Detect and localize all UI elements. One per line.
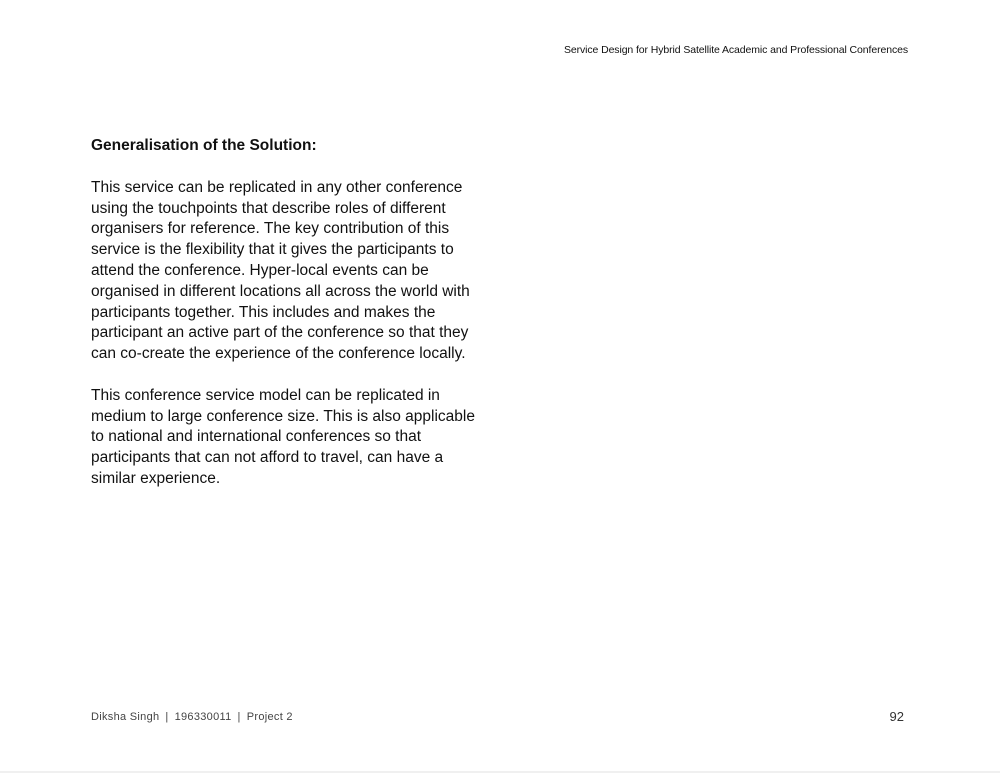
footer-student-id: 196330011 [174, 711, 232, 723]
page-content [91, 136, 476, 511]
footer-separator: | [165, 711, 169, 723]
section-heading: Generalisation of the Solution: [91, 137, 317, 154]
running-header-title: Service Design for Hybrid Satellite Academic and Professional Conferences [563, 44, 908, 56]
footer-author: Diksha Singh [91, 711, 160, 723]
footer-credits [91, 711, 293, 723]
footer-separator: | [237, 711, 241, 723]
footer-project: Project 2 [246, 711, 293, 723]
body-paragraph-2: This conference service model can be replicated in medium to large conference size. This is also applicable to national and international conferences so that participants that can not afford to travel, can have a similar experience. [91, 386, 475, 487]
page-number: 92 [889, 709, 904, 724]
body-paragraph-1: This service can be replicated in any other conference using the touchpoints that describe roles of different organisers for reference. The key contribution of this service is the flexibility that it gives the participants to attend the conference. Hyper-local events can be organised in different locations all across the world with participants together. This includes and makes the participant an active part of the conference so that they can co-create the experience of the conference locally. [91, 178, 470, 363]
